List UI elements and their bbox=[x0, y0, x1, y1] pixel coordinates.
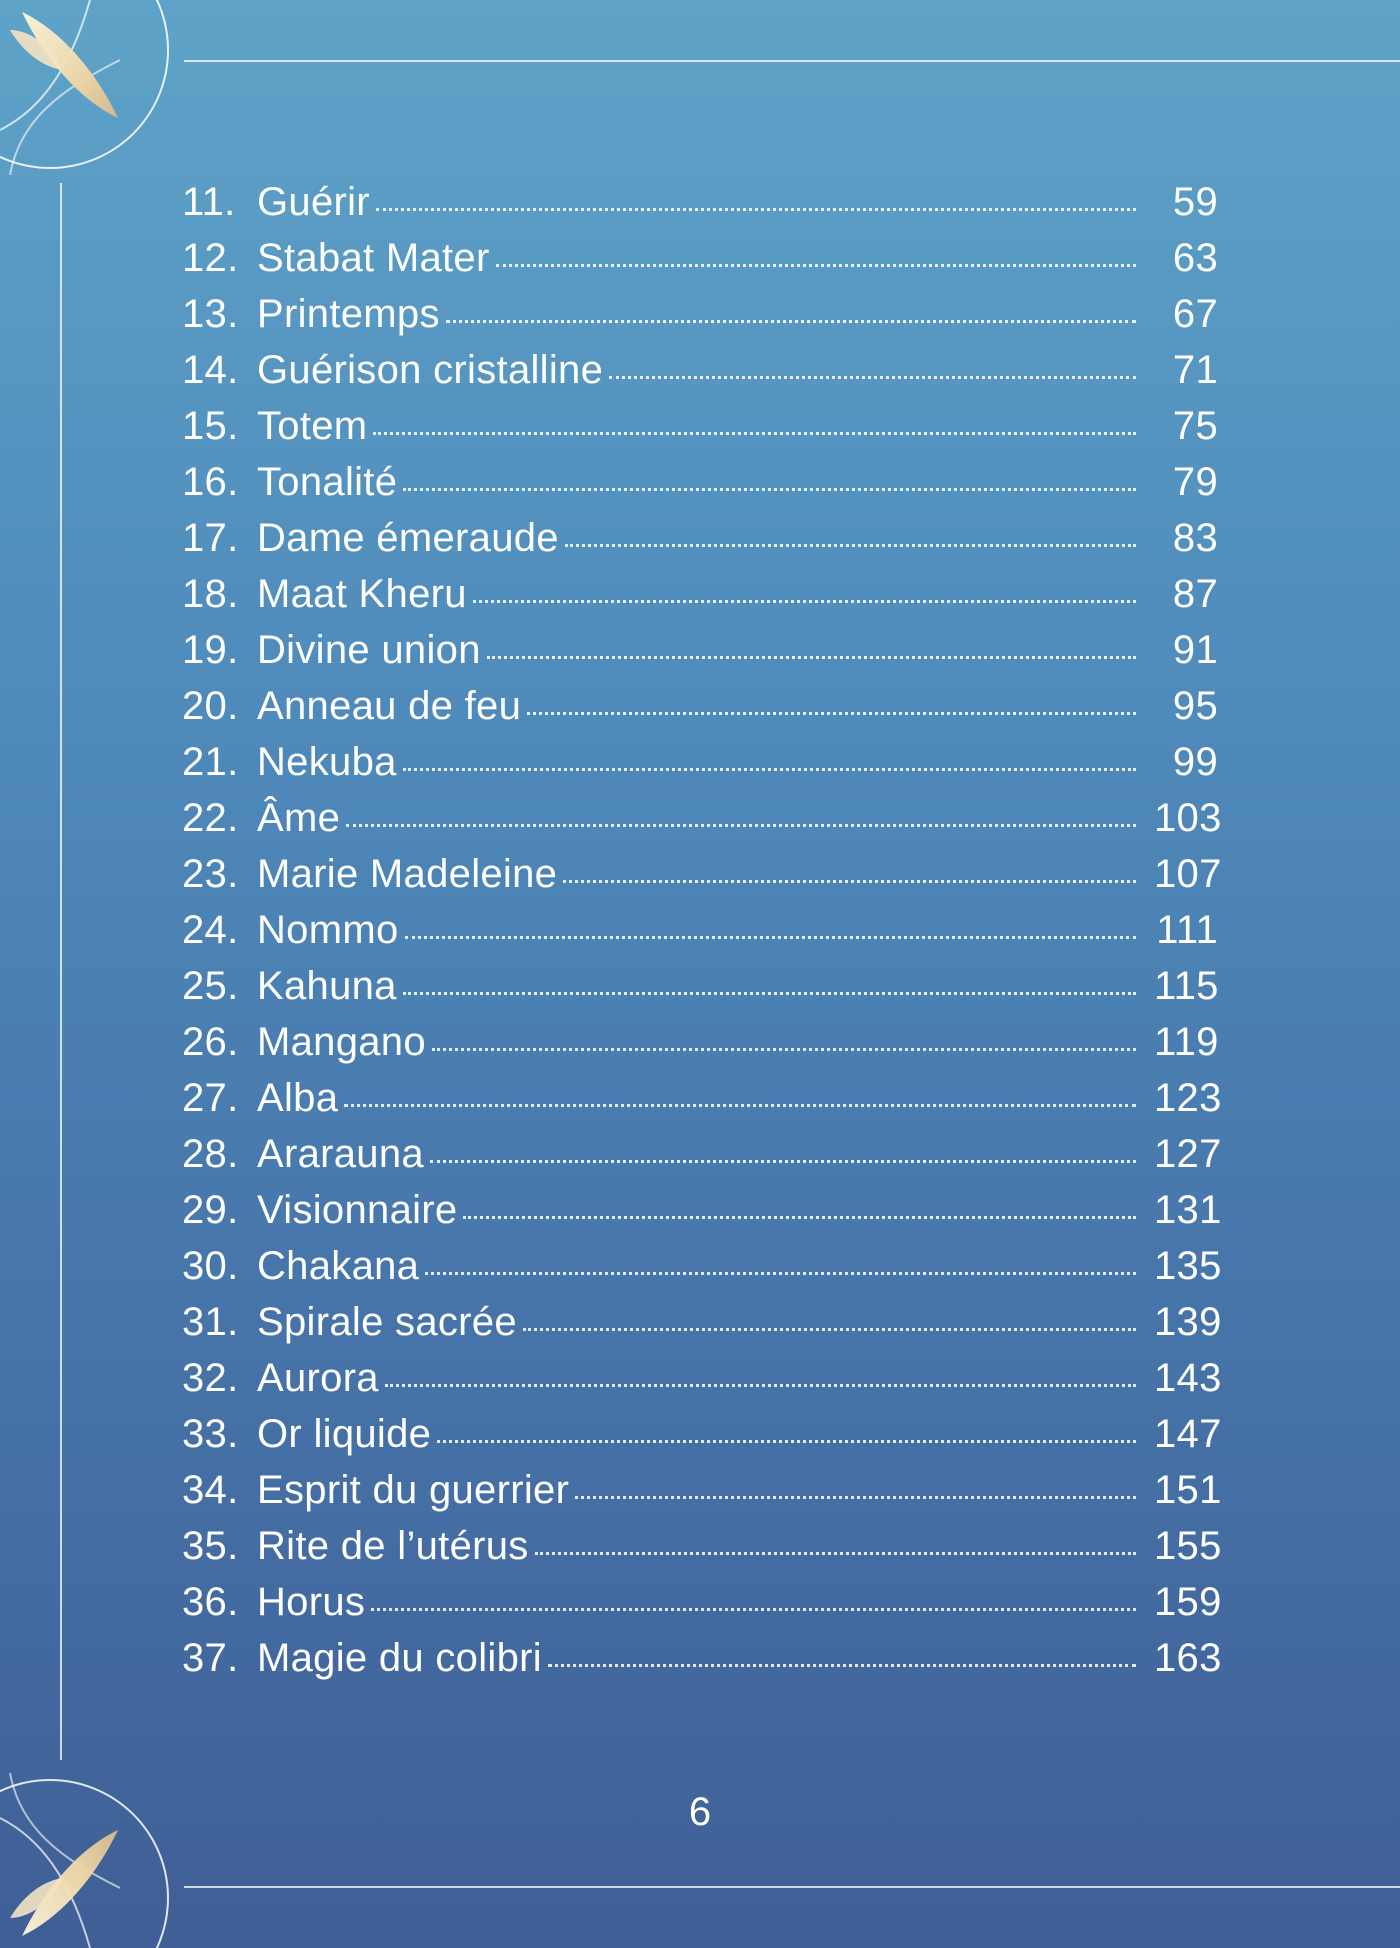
toc-entry-page: 155 bbox=[1154, 1524, 1222, 1568]
toc-entry-page: 135 bbox=[1154, 1244, 1222, 1288]
toc-entry[interactable] bbox=[182, 454, 1218, 510]
dot-leader bbox=[473, 600, 1136, 603]
toc-entry-number: 24. bbox=[182, 908, 239, 952]
toc-entry-number: 21. bbox=[182, 740, 239, 784]
toc-entry-page: 127 bbox=[1154, 1132, 1222, 1176]
dot-leader bbox=[527, 712, 1136, 715]
toc-entry-number: 25. bbox=[182, 964, 239, 1008]
dot-leader bbox=[403, 992, 1136, 995]
toc-entry-title: Mangano bbox=[257, 1020, 426, 1064]
dot-leader bbox=[403, 488, 1136, 491]
toc-entry-number: 18. bbox=[182, 572, 239, 616]
toc-entry-title: Totem bbox=[257, 404, 368, 448]
toc-entry-title: Nommo bbox=[257, 908, 399, 952]
dot-leader bbox=[463, 1216, 1136, 1219]
toc-entry-page: 103 bbox=[1154, 796, 1222, 840]
toc-entry-title: Rite de l’utérus bbox=[257, 1524, 529, 1568]
toc-entry-title: Nekuba bbox=[257, 740, 397, 784]
toc-entry-page: 163 bbox=[1154, 1636, 1222, 1680]
left-divider bbox=[60, 183, 62, 1760]
toc-entry-number: 27. bbox=[182, 1076, 239, 1120]
toc-entry-page: 59 bbox=[1172, 180, 1218, 224]
dot-leader bbox=[371, 1608, 1136, 1611]
toc-entry-number: 36. bbox=[182, 1580, 239, 1624]
toc-entry-title: Aurora bbox=[257, 1356, 379, 1400]
toc-entry[interactable] bbox=[182, 1406, 1222, 1462]
dot-leader bbox=[487, 656, 1136, 659]
toc-entry[interactable] bbox=[182, 566, 1218, 622]
toc-entry-page: 67 bbox=[1172, 292, 1218, 336]
toc-entry[interactable] bbox=[182, 622, 1218, 678]
toc-entry-page: 143 bbox=[1154, 1356, 1222, 1400]
toc-entry-page: 63 bbox=[1172, 236, 1218, 280]
toc-entry-number: 14. bbox=[182, 348, 239, 392]
dot-leader bbox=[565, 544, 1136, 547]
toc-entry-page: 107 bbox=[1154, 852, 1222, 896]
toc-entry-title: Esprit du guerrier bbox=[257, 1468, 570, 1512]
toc-entry[interactable] bbox=[182, 510, 1218, 566]
dot-leader bbox=[376, 208, 1136, 211]
toc-entry-page: 75 bbox=[1172, 404, 1218, 448]
dot-leader bbox=[548, 1664, 1136, 1667]
toc-entry-title: Ararauna bbox=[257, 1132, 424, 1176]
toc-entry-number: 31. bbox=[182, 1300, 239, 1344]
dot-leader bbox=[344, 1104, 1136, 1107]
toc-entry[interactable] bbox=[182, 678, 1218, 734]
toc-entry-page: 111 bbox=[1156, 908, 1218, 952]
toc-entry-title: Kahuna bbox=[257, 964, 397, 1008]
toc-entry-title: Visionnaire bbox=[257, 1188, 458, 1232]
toc-entry[interactable] bbox=[182, 1126, 1222, 1182]
page-number: 6 bbox=[688, 1790, 712, 1834]
toc-entry-number: 15. bbox=[182, 404, 239, 448]
toc-entry[interactable] bbox=[182, 230, 1218, 286]
toc-entry-page: 79 bbox=[1172, 460, 1218, 504]
toc-entry-title: Guérison cristalline bbox=[257, 348, 604, 392]
toc-entry-page: 151 bbox=[1154, 1468, 1222, 1512]
toc-entry-page: 95 bbox=[1172, 684, 1218, 728]
toc-entry-page: 91 bbox=[1172, 628, 1218, 672]
dot-leader bbox=[405, 936, 1136, 939]
toc-entry-number: 37. bbox=[182, 1636, 239, 1680]
toc-entry[interactable] bbox=[182, 1070, 1222, 1126]
toc-entry[interactable] bbox=[182, 1574, 1222, 1630]
toc-entry-title: Horus bbox=[257, 1580, 366, 1624]
toc-entry-number: 12. bbox=[182, 236, 239, 280]
toc-entry[interactable] bbox=[182, 1462, 1222, 1518]
toc-entry[interactable] bbox=[182, 1238, 1222, 1294]
toc-entry[interactable] bbox=[182, 846, 1222, 902]
toc-entry-title: Printemps bbox=[257, 292, 440, 336]
toc-entry[interactable] bbox=[182, 1294, 1222, 1350]
dot-leader bbox=[535, 1552, 1136, 1555]
toc-entry[interactable] bbox=[182, 174, 1218, 230]
toc-entry-title: Or liquide bbox=[257, 1412, 432, 1456]
toc-entry-page: 71 bbox=[1172, 348, 1218, 392]
toc-entry-title: Tonalité bbox=[257, 460, 398, 504]
toc-entry-page: 119 bbox=[1154, 1020, 1219, 1064]
toc-entry[interactable] bbox=[182, 1350, 1222, 1406]
toc-entry-title: Spirale sacrée bbox=[257, 1300, 517, 1344]
toc-entry-page: 87 bbox=[1172, 572, 1218, 616]
dot-leader bbox=[346, 824, 1136, 827]
toc-entry-page: 83 bbox=[1172, 516, 1218, 560]
toc-entry-number: 26. bbox=[182, 1020, 239, 1064]
toc-entry-title: Âme bbox=[257, 796, 341, 840]
toc-entry-page: 123 bbox=[1154, 1076, 1222, 1120]
toc-entry-page: 159 bbox=[1154, 1580, 1222, 1624]
toc-entry-title: Divine union bbox=[257, 628, 481, 672]
dot-leader bbox=[496, 264, 1136, 267]
toc-entry-number: 17. bbox=[182, 516, 239, 560]
toc-entry-title: Stabat Mater bbox=[257, 236, 490, 280]
dot-leader bbox=[563, 880, 1136, 883]
toc-entry[interactable] bbox=[182, 1630, 1222, 1686]
dot-leader bbox=[430, 1160, 1136, 1163]
toc-entry[interactable] bbox=[182, 958, 1218, 1014]
toc-entry[interactable] bbox=[182, 1014, 1218, 1070]
toc-entry-number: 35. bbox=[182, 1524, 239, 1568]
toc-entry[interactable] bbox=[182, 286, 1218, 342]
toc-entry-number: 19. bbox=[182, 628, 239, 672]
toc-entry[interactable] bbox=[182, 734, 1218, 790]
top-divider bbox=[184, 60, 1400, 62]
bottom-divider bbox=[184, 1886, 1400, 1888]
toc-entry-title: Maat Kheru bbox=[257, 572, 467, 616]
dot-leader bbox=[437, 1440, 1136, 1443]
toc-entry-title: Guérir bbox=[257, 180, 370, 224]
toc-entry[interactable] bbox=[182, 398, 1218, 454]
toc-entry-page: 131 bbox=[1154, 1188, 1222, 1232]
toc-entry-number: 33. bbox=[182, 1412, 239, 1456]
toc-entry-number: 20. bbox=[182, 684, 239, 728]
toc-entry-title: Chakana bbox=[257, 1244, 420, 1288]
toc-entry-title: Dame émeraude bbox=[257, 516, 559, 560]
toc-entry-number: 29. bbox=[182, 1188, 239, 1232]
dot-leader bbox=[385, 1384, 1136, 1387]
toc-entry[interactable] bbox=[182, 1518, 1222, 1574]
dot-leader bbox=[446, 320, 1136, 323]
toc-entry-title: Alba bbox=[257, 1076, 339, 1120]
toc-entry[interactable] bbox=[182, 790, 1222, 846]
dot-leader bbox=[432, 1048, 1136, 1051]
toc-entry-number: 13. bbox=[182, 292, 239, 336]
toc-entry-number: 11. bbox=[182, 180, 236, 224]
toc-entry[interactable] bbox=[182, 342, 1218, 398]
toc-entry-title: Marie Madeleine bbox=[257, 852, 558, 896]
toc-entry-title: Magie du colibri bbox=[257, 1636, 542, 1680]
dot-leader bbox=[523, 1328, 1136, 1331]
toc-entry-number: 23. bbox=[182, 852, 239, 896]
toc-entry[interactable] bbox=[182, 902, 1218, 958]
toc-entry-title: Anneau de feu bbox=[257, 684, 522, 728]
toc-entry-number: 28. bbox=[182, 1132, 239, 1176]
toc-entry-page: 147 bbox=[1154, 1412, 1222, 1456]
toc-entry-page: 115 bbox=[1154, 964, 1219, 1008]
toc-entry-page: 99 bbox=[1172, 740, 1218, 784]
corner-ornament-top bbox=[0, 0, 175, 175]
dot-leader bbox=[403, 768, 1136, 771]
toc-entry-number: 22. bbox=[182, 796, 239, 840]
dot-leader bbox=[373, 432, 1136, 435]
dot-leader bbox=[609, 376, 1136, 379]
toc-entry-page: 139 bbox=[1154, 1300, 1222, 1344]
toc-entry[interactable] bbox=[182, 1182, 1222, 1238]
dot-leader bbox=[575, 1496, 1136, 1499]
toc-entry-number: 34. bbox=[182, 1468, 239, 1512]
toc-entry-number: 32. bbox=[182, 1356, 239, 1400]
toc-entry-number: 16. bbox=[182, 460, 239, 504]
toc-entry-number: 30. bbox=[182, 1244, 239, 1288]
dot-leader bbox=[425, 1272, 1136, 1275]
table-of-contents bbox=[182, 174, 1222, 1686]
